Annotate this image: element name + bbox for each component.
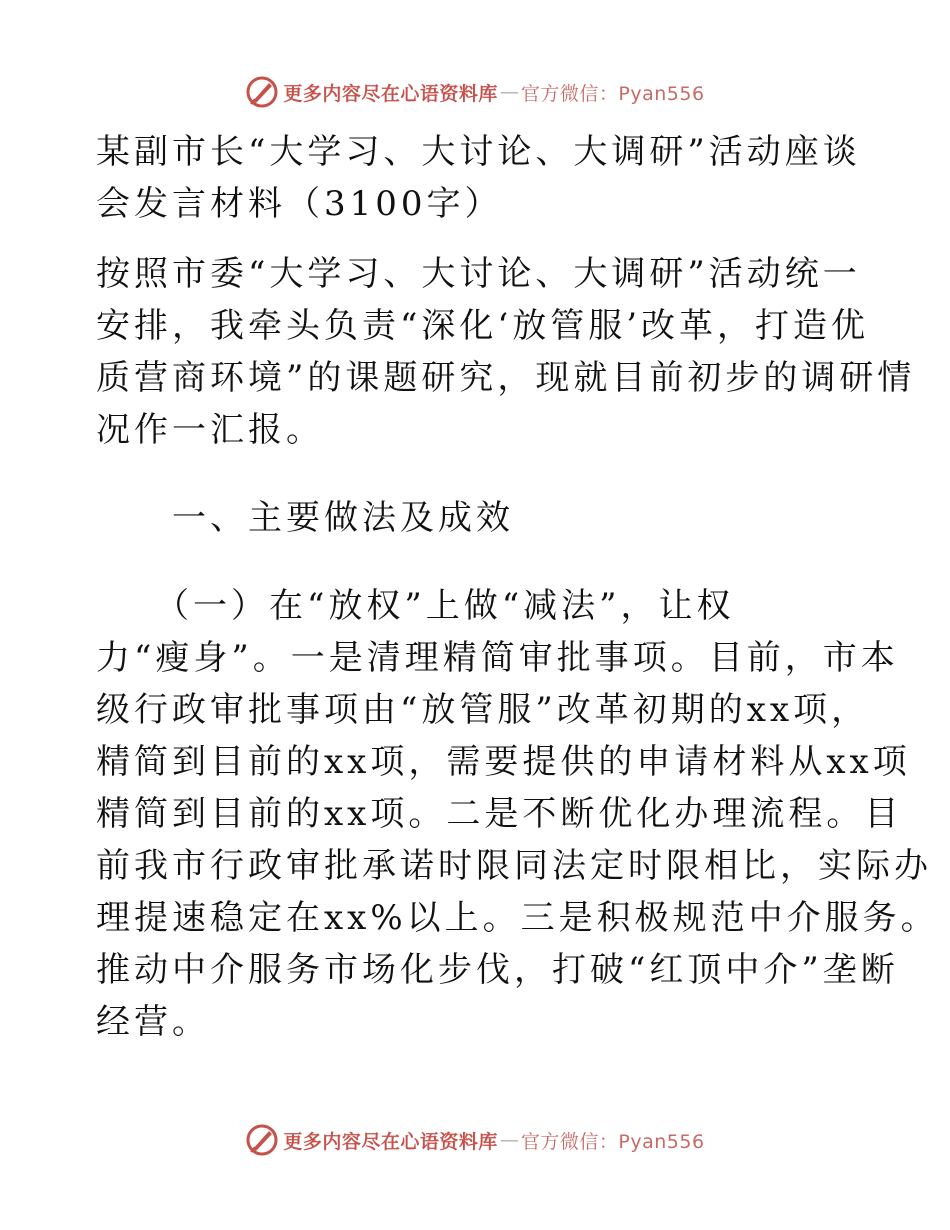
subsection-paragraph [96,580,939,1048]
watermark-brand: 更多内容尽在心语资料库 [283,82,498,105]
paragraph-line: 况作一汇报。 [96,410,324,450]
quill-logo-icon [245,1123,279,1157]
title-line: 会发言材料（3100字） [96,184,503,224]
watermark-contact: 官方微信：Pyan556 [520,82,705,105]
paragraph-line: （一）在“放权”上做“减法”，让权 [96,586,735,626]
paragraph-line: 力“瘦身”。一是清理精简审批事项。目前，市本 [96,638,899,678]
watermark-dash: — [499,81,519,103]
watermark-dash: — [499,1129,519,1151]
document-body [96,126,939,1048]
watermark-brand: 更多内容尽在心语资料库 [283,1130,498,1153]
quill-logo-icon [245,75,279,109]
intro-paragraph [96,248,916,456]
document-title [96,126,861,230]
paragraph-line: 精简到目前的xx项，需要提供的申请材料从xx项 [96,742,911,782]
paragraph-line: 按照市委“大学习、大讨论、大调研”活动统一 [96,254,861,294]
section-heading: 一、主要做法及成效 [96,498,514,538]
paragraph-line: 安排，我牵头负责“深化‘放管服’改革，打造优 [96,306,869,346]
paragraph-line: 质营商环境”的课题研究，现就目前初步的调研情 [96,358,916,398]
paragraph-line: 推动中介服务市场化步伐，打破“红顶中介”垄断 [96,950,899,990]
paragraph-line: 经营。 [96,1002,210,1042]
footer-watermark [0,1120,950,1160]
title-line: 某副市长“大学习、大讨论、大调研”活动座谈 [96,132,861,172]
header-watermark [0,72,950,112]
paragraph-line: 级行政审批事项由“放管服”改革初期的xx项， [96,690,870,730]
paragraph-line: 精简到目前的xx项。二是不断优化办理流程。目 [96,794,903,834]
paragraph-line: 前我市行政审批承诺时限同法定时限相比，实际办 [96,846,932,886]
paragraph-line: 理提速稳定在xx%以上。三是积极规范中介服务。 [96,898,939,938]
watermark-contact: 官方微信：Pyan556 [520,1130,705,1153]
